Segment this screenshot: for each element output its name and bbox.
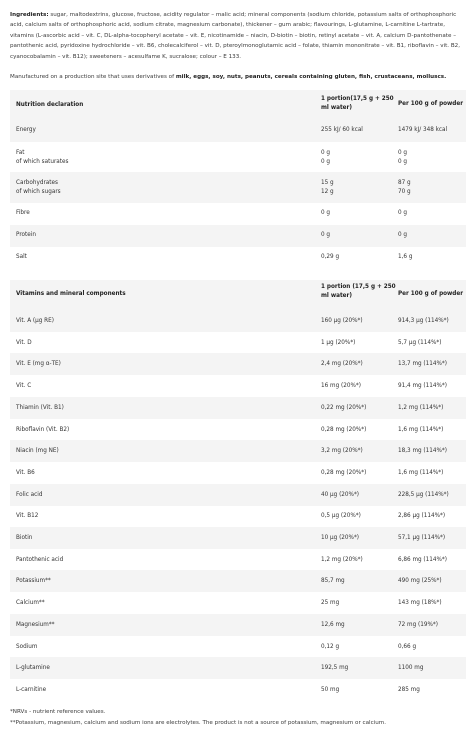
vitamin-name: Sodium — [16, 643, 38, 650]
vitamin-name: Vit. C — [16, 383, 32, 390]
vitamin-row — [10, 679, 466, 701]
vitamin-row — [10, 657, 466, 679]
nutrition-row — [10, 120, 466, 142]
vitamin-per100-value: 285 mg — [398, 686, 420, 693]
nutrient-name: Carbohydrates — [16, 180, 58, 186]
nutrition-row — [10, 203, 466, 225]
vitamin-per100-value: 91,4 mg (114%*) — [398, 383, 447, 390]
nutrition-row — [10, 142, 466, 172]
vitamin-portion-value: 160 µg (20%*) — [321, 318, 363, 324]
vitamin-row — [10, 440, 466, 462]
nutrient-per100-value: 1,6 g — [398, 254, 413, 260]
vitamin-portion-value: 10 µg (20%*) — [321, 535, 360, 541]
vitamin-name: Vit. D — [16, 339, 32, 346]
nutrient-per100-value: 87 g — [398, 180, 411, 186]
vitamin-portion-value: 16 mg (20%*) — [321, 383, 361, 390]
footnote-electrolytes: **Potassium, magnesium, calcium and sodium ions are electrolytes. The product is not a source of potassium, magnesium or calcium. — [10, 720, 386, 726]
vitamin-row — [10, 419, 466, 441]
vitamin-per100-value: 490 mg (25%*) — [398, 578, 442, 585]
nutrient-per100-value: 0 g — [398, 150, 408, 156]
nutrient-per100-value: 0 g — [398, 232, 408, 238]
nutrient-per100-value: 0 g — [398, 210, 408, 216]
vitamin-row — [10, 397, 466, 419]
vitamin-name: Niacin (mg NE) — [16, 448, 59, 455]
nutrient-sub-per100-value: 0 g — [398, 159, 408, 165]
vitamin-portion-value: 0,5 µg (20%*) — [321, 513, 361, 520]
vitamin-per100-value: 1,6 mg (114%*) — [398, 426, 444, 433]
vitamin-name: Pantothenic acid — [16, 556, 64, 563]
vitamin-row — [10, 332, 466, 354]
vitamin-per100-value: 914,3 µg (114%*) — [398, 318, 449, 324]
vitamin-row — [10, 614, 466, 636]
vitamin-name: Folic acid — [16, 491, 43, 498]
vitamin-row — [10, 592, 466, 614]
vitamin-per100-value: 5,7 µg (114%*) — [398, 339, 442, 346]
vitamin-name: L-carnitine — [16, 686, 47, 693]
vitamin-per100-value: 57,1 µg (114%*) — [398, 535, 446, 541]
vitamin-per100-value: 6,86 mg (114%*) — [398, 556, 447, 563]
nutrient-portion-value: 0 g — [321, 232, 331, 238]
nutrient-portion-value: 0 g — [321, 210, 331, 216]
vitamin-name: Magnesium** — [16, 621, 55, 628]
vitamin-per100-value: 1,2 mg (114%*) — [398, 404, 444, 411]
vitamin-name: Riboflavin (Vit. B2) — [16, 426, 70, 433]
nutrient-name: Salt — [16, 254, 27, 260]
vitamin-per100-value: 2,86 µg (114%*) — [398, 513, 446, 520]
vitamin-portion-value: 3,2 mg (20%*) — [321, 448, 363, 455]
vitamin-name: Vit. A (µg RE) — [16, 318, 54, 324]
vitamin-name: Calcium** — [16, 600, 45, 607]
vitamin-per100-value: 1100 mg — [398, 665, 424, 672]
vitamin-per100-value: 18,3 mg (114%*) — [398, 448, 447, 455]
nutrient-portion-value: 15 g — [321, 180, 334, 186]
nutrient-sub-portion-value: 0 g — [321, 159, 331, 165]
vitamin-per100-value: 1,6 mg (114%*) — [398, 469, 444, 476]
nutrition-header-per100: Per 100 g of powder — [398, 101, 464, 107]
vitamin-portion-value: 2,4 mg (20%*) — [321, 361, 363, 368]
vitamin-portion-value: 85,7 mg — [321, 578, 345, 585]
vitamin-name: Biotin — [16, 535, 33, 541]
vitamin-portion-value: 0,12 g — [321, 643, 340, 650]
vitamin-row — [10, 375, 466, 397]
nutrient-portion-value: 0,29 g — [321, 254, 340, 260]
vitamins-header-per100: Per 100 g of powder — [398, 291, 464, 297]
ingredients-label: Ingredients: — [10, 12, 49, 18]
nutrient-name: Fat — [16, 150, 25, 156]
vitamin-per100-value: 228,5 µg (114%*) — [398, 491, 449, 498]
vitamin-row — [10, 310, 466, 332]
nutrient-name: Protein — [16, 232, 36, 238]
vitamin-row — [10, 462, 466, 484]
vitamins-header-label: Vitamins and mineral components — [16, 291, 126, 297]
nutrition-header-portion: 1 portion(17,5 g + 250 ml water) — [321, 96, 394, 111]
vitamin-row — [10, 353, 466, 375]
vitamin-portion-value: 1 µg (20%*) — [321, 339, 356, 346]
nutrition-header-row — [10, 90, 466, 120]
vitamins-header-portion: 1 portion (17,5 g + 250 ml water) — [321, 284, 396, 299]
vitamin-row — [10, 505, 466, 527]
vitamin-row — [10, 570, 466, 592]
vitamin-per100-value: 13,7 mg (114%*) — [398, 361, 447, 368]
footnote-nrv: *NRVs - nutrient reference values. — [10, 709, 106, 715]
vitamin-name: Vit. E (mg α-TE) — [16, 361, 61, 368]
nutrition-row — [10, 225, 466, 247]
allergen-list: milk, eggs, soy, nuts, peanuts, cereals containing gluten, fish, crustaceans, molluscs. — [175, 74, 447, 80]
nutrition-header-label: Nutrition declaration — [16, 102, 84, 108]
vitamin-portion-value: 50 mg — [321, 686, 340, 693]
nutrient-portion-value: 0 g — [321, 150, 331, 156]
vitamin-portion-value: 12,6 mg — [321, 621, 345, 628]
nutrient-subname: of which saturates — [16, 159, 69, 165]
nutrient-sub-portion-value: 12 g — [321, 189, 334, 195]
vitamins-header-row — [10, 280, 466, 310]
ingredients-list: sugar, maltodextrins, glucose, fructose, acidity regulator – malic acid; mineral components (sodium chloride, potassium salts of orthophosphoric acid, calcium salts of orthophosphoric acid, sodium citrate, magnesium carbonate), thickener – gum arabic; flavourings, L-glutamine, L-carnitine L-tartrate, vitamins (L-ascorbic acid – vit. C, DL-alpha-tocopheryl acetate – vit. E, nicotinamide – niacin, D-biotin – biotin, retinyl acetate – vit. A, calcium D-pantothenate – pantothenic acid, pyridoxine hydrochloride – vit. B6, cholecalciferol – vit. D, pteroylmonoglutamic acid – folate, thiamin mononitrate – vit. B1, riboflavin – vit. B2, cyanocobalamin – vit. B12); sweeteners – acesulfame K, sucralose; colour – E 133. — [10, 12, 461, 60]
nutrient-subname: of which sugars — [16, 189, 61, 195]
vitamin-row — [10, 549, 466, 571]
vitamin-portion-value: 40 µg (20%*) — [321, 491, 360, 498]
manufacturing-notice — [10, 72, 466, 82]
vitamin-portion-value: 0,22 mg (20%*) — [321, 404, 367, 411]
nutrient-name: Energy — [16, 127, 36, 133]
vitamin-portion-value: 0,28 mg (20%*) — [321, 469, 367, 476]
vitamin-name: L-glutamine — [16, 665, 50, 672]
nutrient-name: Fibre — [16, 210, 30, 216]
nutrient-sub-per100-value: 70 g — [398, 189, 411, 195]
ingredients-text — [10, 10, 466, 62]
vitamin-name: Vit. B6 — [16, 469, 35, 476]
vitamin-row — [10, 636, 466, 658]
vitamin-row — [10, 484, 466, 506]
vitamin-per100-value: 72 mg (19%*) — [398, 621, 438, 628]
vitamin-portion-value: 1,2 mg (20%*) — [321, 556, 363, 563]
nutrition-row — [10, 172, 466, 203]
nutrient-per100-value: 1479 kJ/ 348 kcal — [398, 127, 448, 133]
manufacturing-prefix: Manufactured on a production site that uses derivatives of — [10, 74, 176, 80]
nutrition-row — [10, 247, 466, 269]
vitamin-portion-value: 0,28 mg (20%*) — [321, 426, 367, 433]
vitamin-name: Potassium** — [16, 578, 51, 585]
vitamin-row — [10, 527, 466, 549]
vitamin-per100-value: 143 mg (18%*) — [398, 600, 442, 607]
vitamin-portion-value: 192,5 mg — [321, 665, 349, 672]
vitamin-name: Thiamin (Vit. B1) — [16, 404, 64, 411]
nutrient-portion-value: 255 kJ/ 60 kcal — [321, 127, 363, 133]
vitamin-name: Vit. B12 — [16, 513, 39, 520]
vitamin-portion-value: 25 mg — [321, 600, 340, 607]
vitamin-per100-value: 0,66 g — [398, 643, 417, 650]
